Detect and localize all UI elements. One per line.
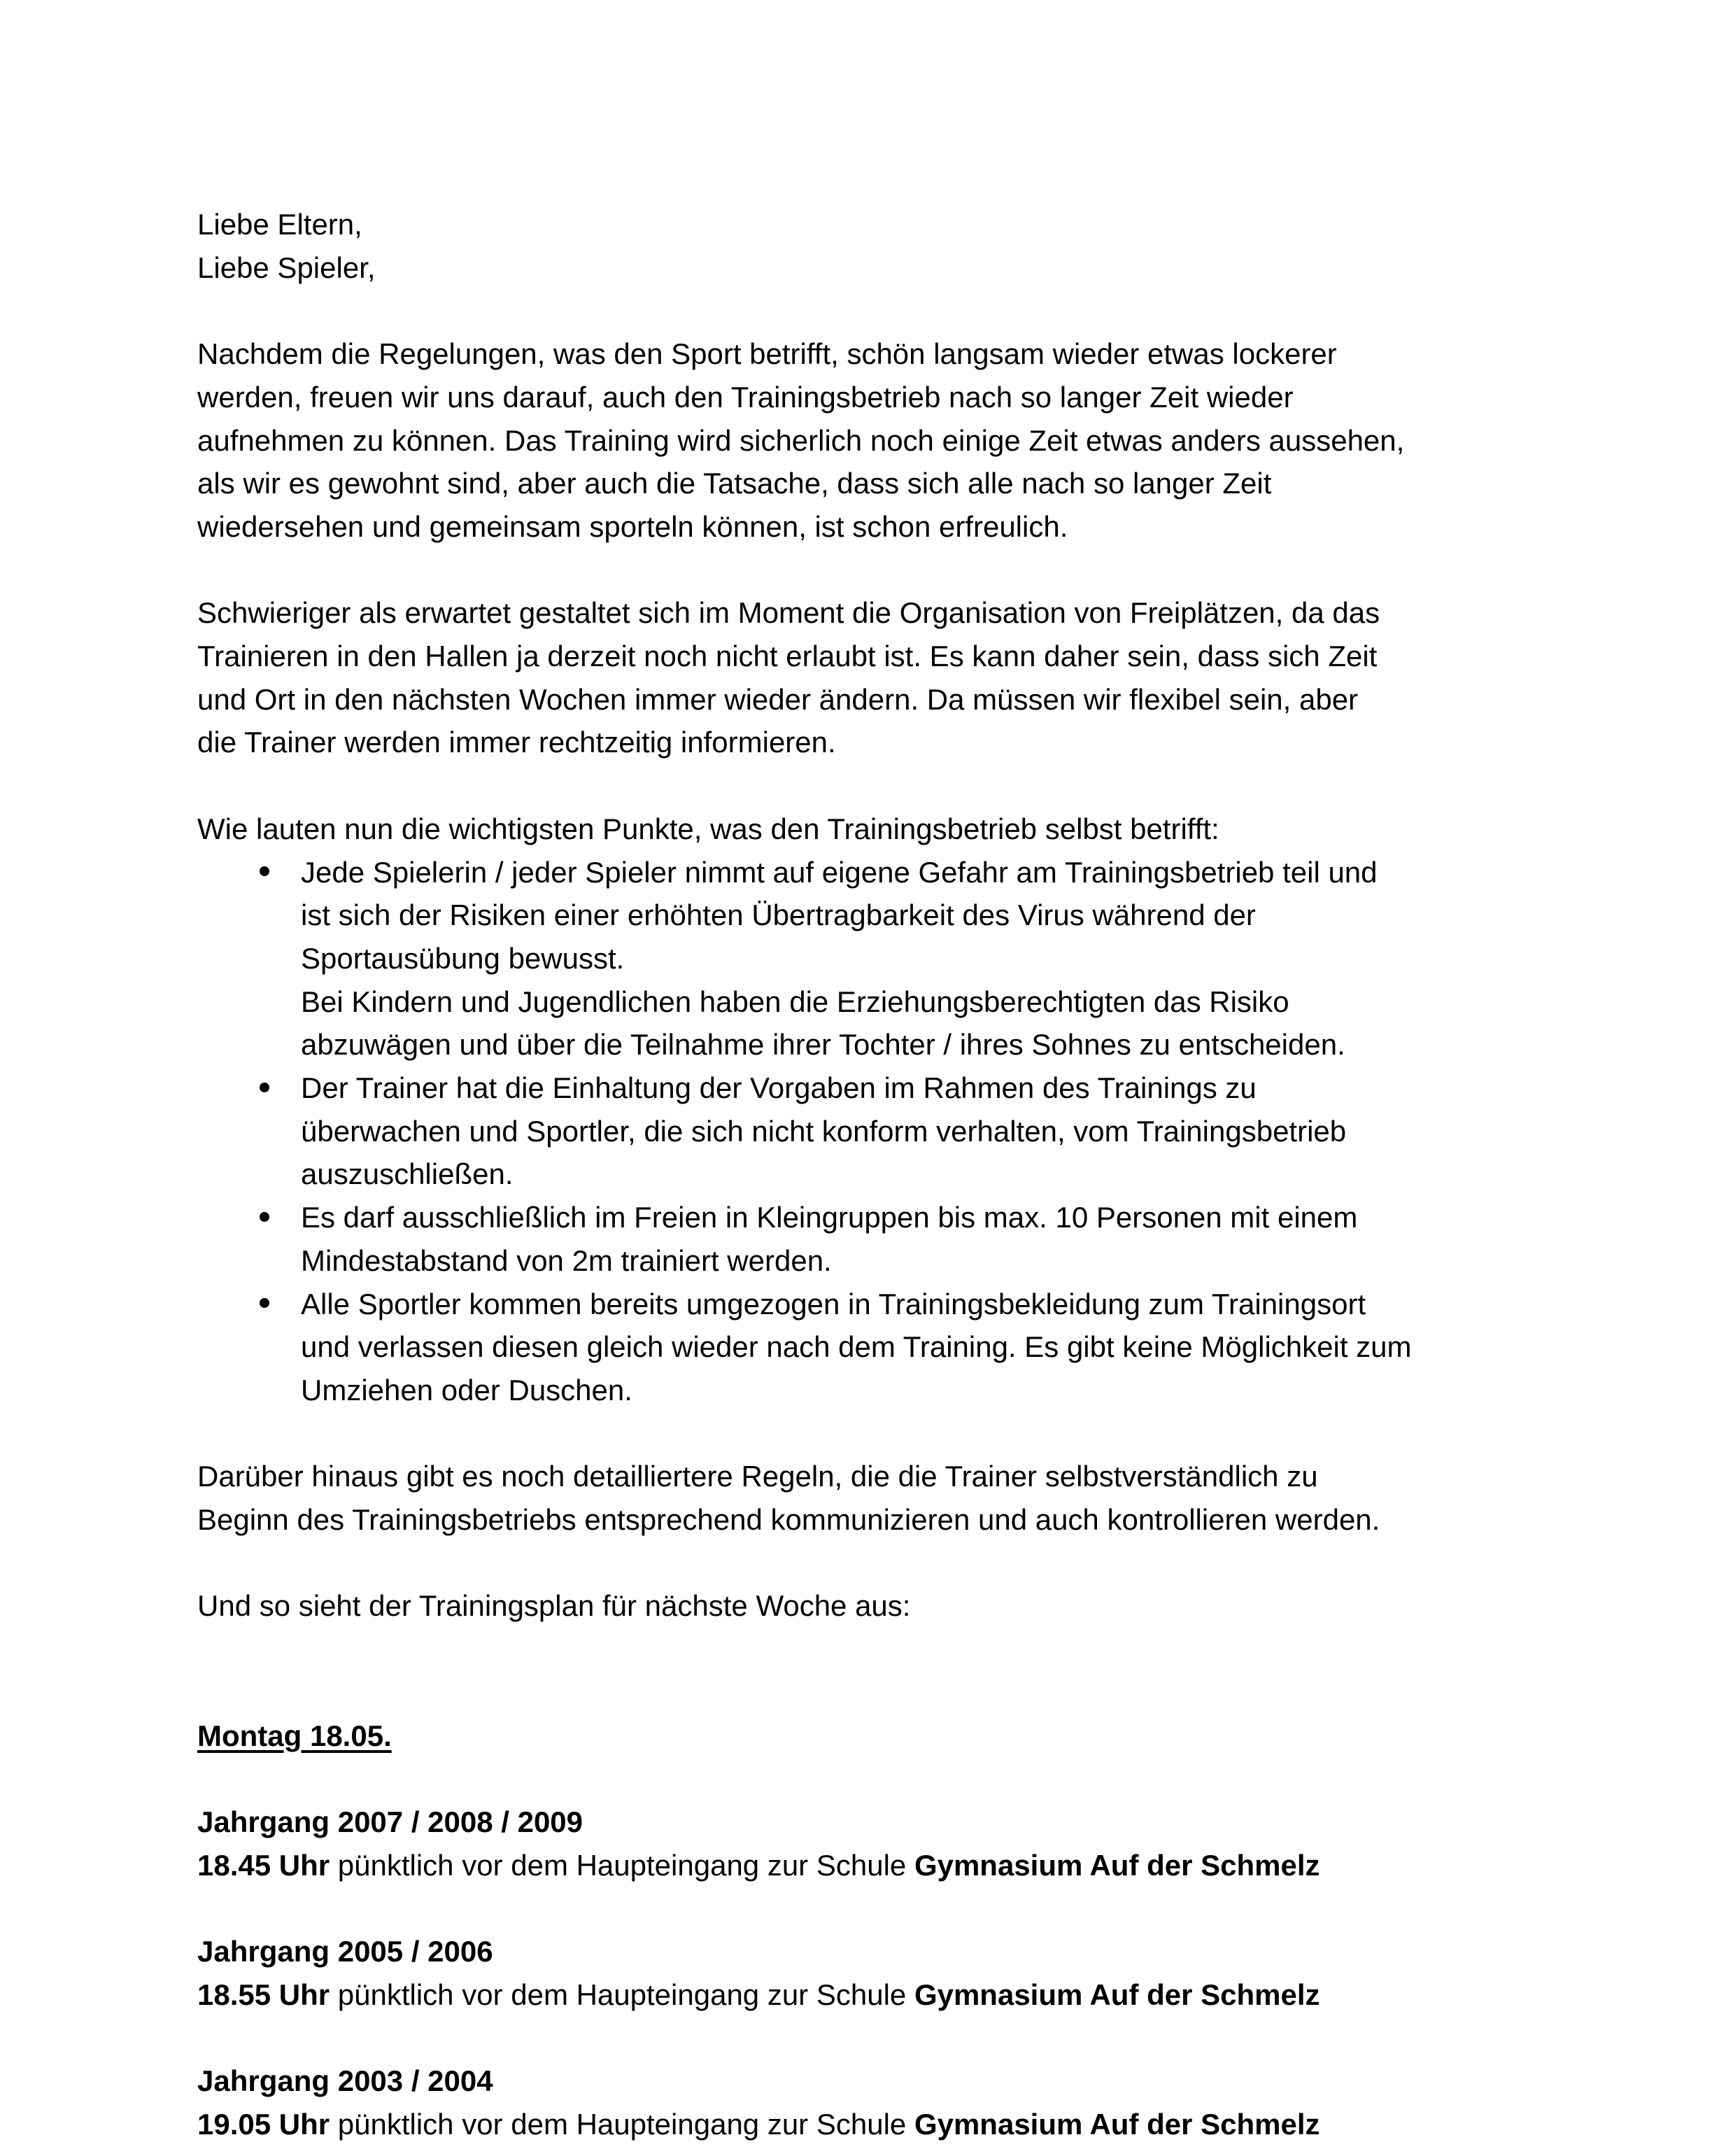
- group-meeting-line: [197, 1844, 1541, 1887]
- schedule-day: Montag 18.05.: [197, 1719, 392, 1752]
- list-item: [197, 851, 1541, 1067]
- bullet-icon: [250, 1196, 278, 1239]
- list-item-line: abzuwägen und über die Teilnahme ihrer Tochter / ihres Sohnes zu entscheiden.: [301, 1028, 1345, 1062]
- list-item-line: Jede Spielerin / jeder Spieler nimmt auf eigene Gefahr am Trainingsbetrieb teil und: [301, 855, 1378, 889]
- group-year-heading: [197, 1930, 1541, 1973]
- paragraph-line: aufnehmen zu können. Das Training wird sicherlich noch einige Zeit etwas anders aussehen,: [197, 423, 1405, 457]
- group-place: Gymnasium Auf der Schmelz: [914, 2107, 1320, 2141]
- group-year-heading: [197, 2059, 1541, 2103]
- schedule-group: [197, 2059, 1541, 2146]
- rules-list: [197, 851, 1541, 1412]
- list-item-line: Umziehen oder Duschen.: [301, 1373, 632, 1407]
- group-year: Jahrgang 2005 / 2006: [197, 1935, 493, 1968]
- group-time: 19.05 Uhr: [197, 2107, 330, 2141]
- list-item-line: Alle Sportler kommen bereits umgezogen in Trainingsbekleidung zum Trainingsort: [301, 1287, 1366, 1320]
- schedule-group: [197, 1801, 1541, 1887]
- details-paragraph: [197, 1455, 1541, 1541]
- group-time: 18.45 Uhr: [197, 1848, 330, 1882]
- list-item-line: und verlassen diesen gleich wieder nach dem Training. Es gibt keine Möglichkeit zum: [301, 1330, 1412, 1364]
- group-year: Jahrgang 2003 / 2004: [197, 2064, 493, 2098]
- paragraph-line: die Trainer werden immer rechtzeitig informieren.: [197, 726, 836, 759]
- list-item-line: ist sich der Risiken einer erhöhten Übertragbarkeit des Virus während der: [301, 899, 1256, 932]
- organisation-paragraph: [197, 591, 1541, 764]
- list-item-line: Mindestabstand von 2m trainiert werden.: [301, 1243, 832, 1277]
- group-meeting-text: pünktlich vor dem Haupteingang zur Schule: [330, 2107, 914, 2141]
- paragraph-line: wiedersehen und gemeinsam sporteln können, ist schon erfreulich.: [197, 509, 1068, 543]
- list-item-line: Sportausübung bewusst.: [301, 941, 625, 975]
- group-meeting-text: pünktlich vor dem Haupteingang zur Schule: [330, 1848, 914, 1882]
- group-year-heading: [197, 1801, 1541, 1844]
- paragraph-line: als wir es gewohnt sind, aber auch die Tatsache, dass sich alle nach so langer Zeit: [197, 467, 1272, 500]
- plan-intro: Und so sieht der Trainingsplan für nächste Woche aus:: [197, 1589, 911, 1623]
- paragraph-line: Schwieriger als erwartet gestaltet sich im Moment die Organisation von Freiplätzen, da das: [197, 596, 1380, 630]
- list-item: [197, 1066, 1541, 1196]
- paragraph-line: Nachdem die Regelungen, was den Sport betrifft, schön langsam wieder etwas lockerer: [197, 337, 1337, 371]
- points-intro: Wie lauten nun die wichtigsten Punkte, was den Trainingsbetrieb selbst betrifft:: [197, 812, 1219, 845]
- paragraph-line: werden, freuen wir uns darauf, auch den Trainingsbetrieb nach so langer Zeit wieder: [197, 380, 1294, 414]
- bullet-icon: [250, 1066, 278, 1110]
- group-year: Jahrgang 2007 / 2008 / 2009: [197, 1805, 583, 1838]
- schedule-day-heading: [197, 1714, 1541, 1758]
- paragraph-line: Trainieren in den Hallen ja derzeit noch nicht erlaubt ist. Es kann daher sein, dass sich Zeit: [197, 640, 1378, 672]
- group-meeting-text: pünktlich vor dem Haupteingang zur Schule: [330, 1978, 914, 2011]
- greeting-parents: Liebe Eltern,: [197, 208, 362, 241]
- group-meeting-line: [197, 1973, 1541, 2017]
- intro-paragraph: [197, 332, 1541, 549]
- bullet-icon: [250, 851, 278, 894]
- paragraph-line: und Ort in den nächsten Wochen immer wieder ändern. Da müssen wir flexibel sein, aber: [197, 682, 1359, 716]
- list-item: [197, 1283, 1541, 1412]
- bullet-icon: [250, 1283, 278, 1326]
- letter-page: [197, 203, 1541, 2146]
- group-time: 18.55 Uhr: [197, 1978, 330, 2011]
- schedule-group: [197, 1930, 1541, 2016]
- greeting-players: Liebe Spieler,: [197, 251, 376, 284]
- paragraph-line: Beginn des Trainingsbetriebs entsprechend kommunizieren und auch kontrollieren werden.: [197, 1503, 1380, 1537]
- list-item: [197, 1196, 1541, 1282]
- list-item-line: auszuschließen.: [301, 1157, 514, 1191]
- group-place: Gymnasium Auf der Schmelz: [914, 1978, 1320, 2011]
- group-place: Gymnasium Auf der Schmelz: [914, 1848, 1320, 1882]
- paragraph-line: Darüber hinaus gibt es noch detailliertere Regeln, die die Trainer selbstverständlich zu: [197, 1460, 1318, 1493]
- list-item-line: überwachen und Sportler, die sich nicht konform verhalten, vom Trainingsbetrieb: [301, 1114, 1347, 1148]
- group-meeting-line: [197, 2103, 1541, 2146]
- list-item-line: Bei Kindern und Jugendlichen haben die Erziehungsberechtigten das Risiko: [301, 985, 1289, 1018]
- list-item-line: Der Trainer hat die Einhaltung der Vorgaben im Rahmen des Trainings zu: [301, 1071, 1257, 1105]
- list-item-line: Es darf ausschließlich im Freien in Kleingruppen bis max. 10 Personen mit einem: [301, 1201, 1358, 1234]
